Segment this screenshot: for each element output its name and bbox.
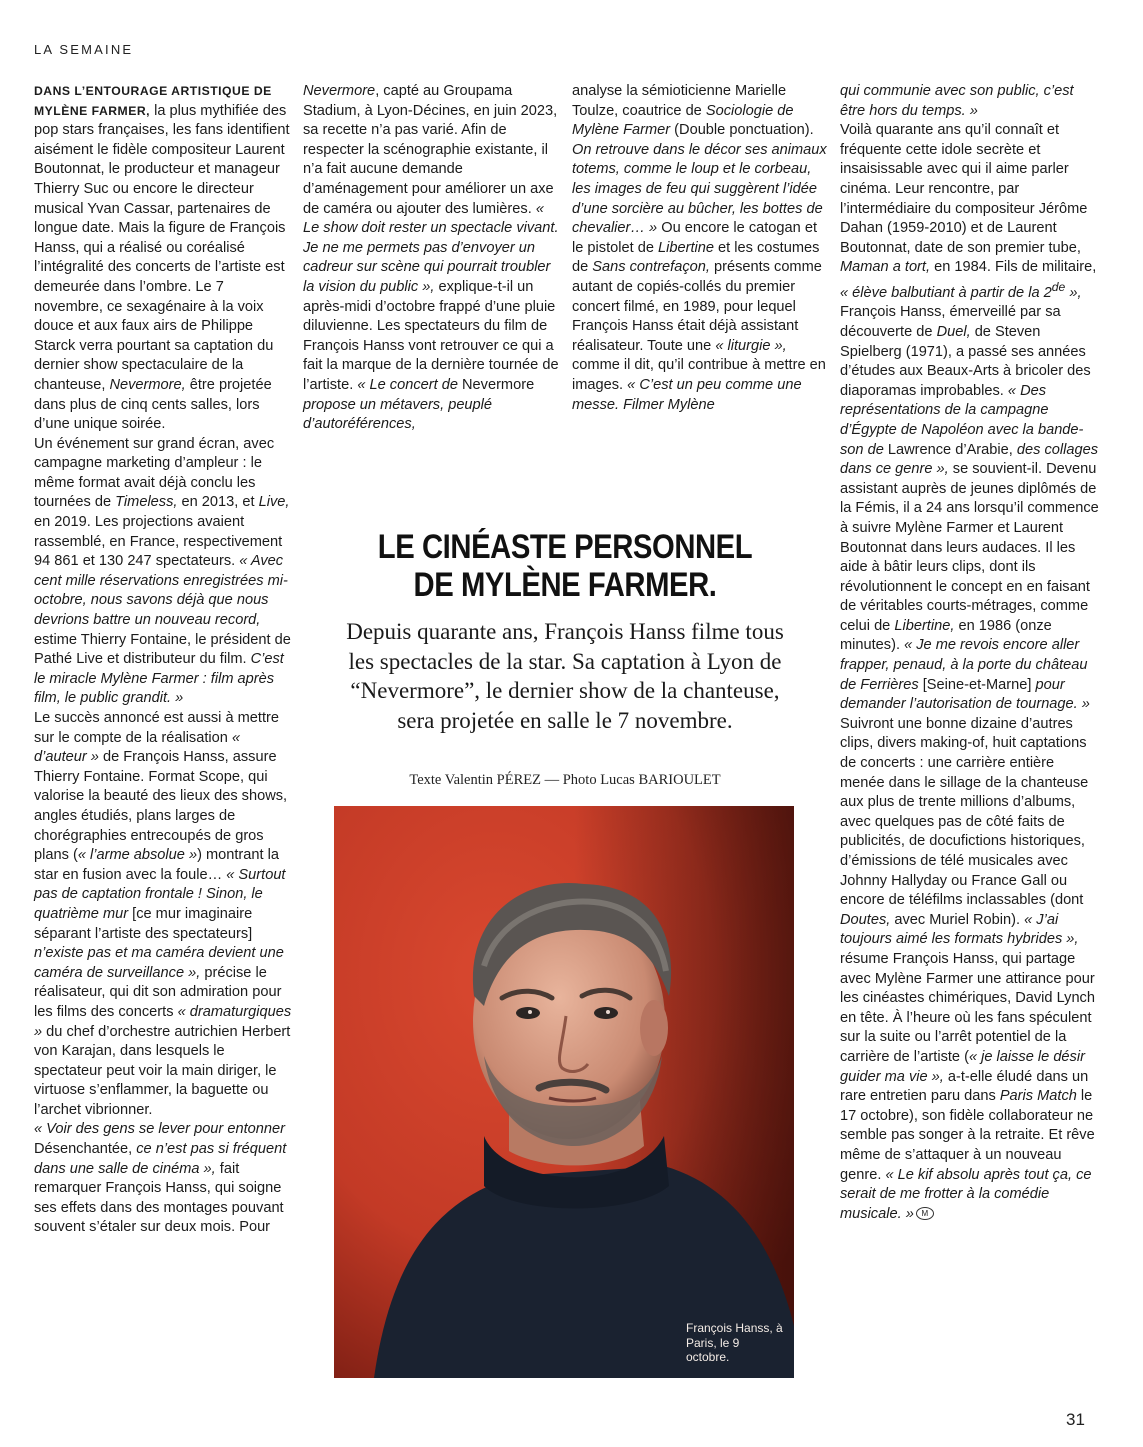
paragraph	[303, 82, 559, 435]
text-run: la plus mythifiée des pop stars françaises, les fans identifient aisément le fidèle compositeur Laurent Boutonnat, le producteur et manageur Thierry Suc ou encore le directeur musical Yvan Cassar, partenaires de longue date. Mais la figure de François Hanss, qui a réalisé ou coréalisé l’intégralité des concerts de l’artiste est demeurée dans l’ombre. Le 7 novembre, ce sexagénaire à la voix douce et aux faux airs de Philippe Starck verra pourtant sa captation du dernier show spectaculaire de la chanteuse,	[34, 102, 290, 393]
text-run: Sociologie de Mylène Farmer	[572, 102, 794, 139]
paragraph	[34, 435, 296, 709]
text-run: Sans contrefaçon,	[592, 259, 710, 276]
article-column-3	[572, 82, 828, 415]
text-run: Suivront une bonne dizaine d’autres clips, divers making-of, huit captations de concerts : une carrière entière menée dans le sillage de la chanteuse aux plus de trente millions d’albums, avec quelques pas de côté faits de publicités, de docufictions historiques, d’émissions de télé musicales avec Johnny Hallyday ou France Gall ou encore de téléfilms inclassables (dont	[840, 715, 1089, 909]
quote: « je laisse le désir guider ma vie »,	[840, 1048, 1085, 1085]
quote: propose un métavers, peuplé d’autoréférences,	[303, 396, 493, 433]
quote: pour demander l’autorisation de tournage. »	[840, 676, 1090, 713]
quote: « liturgie »,	[715, 337, 787, 354]
paragraph	[840, 82, 1102, 121]
text-run: Paris Match	[999, 1088, 1077, 1105]
paragraph-intro	[34, 82, 296, 435]
text-run: en 1986 (onze minutes).	[840, 617, 1052, 654]
quote: « l’arme absolue »	[77, 847, 198, 864]
quote: des collages dans ce genre »,	[840, 441, 1099, 478]
text-run: »,	[1065, 284, 1082, 301]
credits: Texte Valentin PÉREZ — Photo Lucas BARIOULET	[409, 772, 721, 788]
text-run: Nevermore,	[109, 376, 186, 393]
section-label: LA SEMAINE	[34, 42, 134, 57]
text-run: (Double ponctuation).	[670, 122, 814, 139]
quote: « C’est un peu comme une messe. Filmer Mylène	[572, 376, 802, 413]
text-run: Maman a tort,	[840, 259, 931, 276]
paragraph	[840, 121, 1102, 1224]
quote: « Voir des gens se lever pour entonner	[34, 1121, 285, 1138]
end-mark-icon: M	[916, 1207, 934, 1220]
text-run: et les costumes de	[572, 239, 820, 276]
text-run: explique-t-il un après-midi d’octobre frappé d’une pluie diluvienne. Les spectateurs du film de François Hanss vont retrouver ce qui a fait la marque de la dernière tournée de l’artiste.	[303, 278, 559, 393]
quote: « dramaturgiques »	[34, 1003, 292, 1040]
text-run: Nevermore	[303, 83, 376, 99]
text-run: Un événement sur grand écran, avec campagne marketing d’ampleur : le même format avait déjà conclu les tournées de	[34, 435, 275, 511]
text-run: en 1984. Fils de militaire,	[930, 259, 1097, 276]
text-run: [ce mur imaginaire séparant l’artiste des spectateurs]	[34, 905, 253, 942]
page-number: 31	[1066, 1410, 1085, 1429]
text-run: comme il dit, qu’il contribue à mettre en images.	[572, 357, 826, 393]
quote: On retrouve dans le décor ses animaux totems, comme le loup et le corbeau, les images de feu qui suggèrent l’idée d’une sorcière au bûcher, les bottes de chevalier… »	[572, 141, 827, 237]
text-run: Live,	[258, 494, 290, 511]
portrait-illustration	[334, 806, 794, 1378]
text-run: « élève balbutiant à partir de la 2	[840, 284, 1052, 301]
quote	[840, 279, 1082, 301]
paragraph	[34, 709, 296, 1120]
superscript: de	[1051, 279, 1066, 294]
quote: « Le show doit rester un spectacle vivant. Je ne me permets pas d’envoyer un cadreur sur scène qui pourrait troubler la vision du public »,	[303, 200, 559, 295]
quote: C’est le miracle Mylène Farmer : film après film, le public grandit. »	[34, 651, 284, 707]
quote: « Je me revois encore aller frapper, penaud, à la porte du château de Ferrières	[840, 637, 1088, 693]
text-run: François Hanss, émerveillé par sa découverte de	[840, 304, 1061, 340]
text-run: a-t-elle éludé dans un rare entretien paru dans	[840, 1068, 1089, 1105]
text-run: en 2013, et	[177, 494, 259, 511]
text-run: Libertine	[658, 239, 714, 256]
lead-in: DANS L’ENTOURAGE ARTISTIQUE DE MYLÈNE FARMER,	[34, 84, 272, 118]
text-run: se souvient-il. Devenu assistant auprès de jeunes diplômés de la Fémis, il a 24 ans lorsqu’il commence à suivre Mylène Farmer et Laurent Boutonnat dans leurs audaces. Il les aide à bâtir leurs clips, dont ils révolutionnent le concept en en faisant de véritables courts-métrages, comme celui de	[840, 461, 1099, 634]
text-run: Le succès annoncé est aussi à mettre sur le compte de la réalisation	[34, 710, 279, 746]
quote: « Avec cent mille réservations enregistrées mi-octobre, nous savons déjà que nous devrions battre un nouveau record,	[34, 553, 288, 629]
text-run: Duel,	[936, 323, 971, 340]
text-run: estime Thierry Fontaine, le président de Pathé Live et distributeur du film.	[34, 631, 291, 668]
photo-caption: François Hanss, à Paris, le 9 octobre.	[686, 1321, 783, 1364]
quote: ce n’est pas si fréquent dans une salle de cinéma »,	[34, 1141, 287, 1177]
text-run: , capté au Groupama Stadium, à Lyon-Décines, en juin 2023, sa recette n’a pas varié. Afin de respecter la scénographie existante, il n’a fait aucune demande d’aménagement pour améliorer un axe de caméra ou ajouter des lumières.	[303, 83, 558, 217]
text-run: précise le réalisateur, qui dit son admiration pour les films des concerts	[34, 964, 282, 1020]
text-run: [Seine-et-Marne]	[918, 676, 1036, 693]
quote: « Le kif absolu après tout ça, ce serait de me frotter à la comédie musicale. »	[840, 1166, 1092, 1222]
quote: « J’ai toujours aimé les formats hybrides »,	[840, 911, 1079, 948]
paragraph	[572, 82, 828, 415]
article-column-1	[34, 82, 296, 1238]
text-run: Lawrence d’Arabie,	[883, 441, 1017, 458]
article-column-2	[303, 82, 559, 435]
text-run: du chef d’orchestre autrichien Herbert von Karajan, dans lesquels le spectateur peut voir la main diriger, le virtuose s’enflammer, la baguette ou l’archet vibrionner.	[34, 1023, 291, 1118]
text-run: avec Muriel Robin).	[890, 911, 1025, 928]
text-run: présents comme autant de copiés-collés du premier concert filmé, en 1989, pour lequel François Hanss était déjà assistant réalisateur. Toute une	[572, 259, 822, 354]
text-run: Ou encore le catogan et le pistolet de	[572, 220, 817, 256]
text-run: fait remarquer François Hanss, qui soigne ses effets dans des montages pouvant souvent s’étaler sur deux mois. Pour	[34, 1160, 284, 1236]
quote: « Des représentations de la campagne d’Égypte de Napoléon avec la bande-son de	[840, 382, 1084, 458]
paragraph	[34, 1120, 296, 1238]
text-run: en 2019. Les projections avaient rassemblé, en France, respectivement 94 861 et 130 247 spectateurs.	[34, 514, 283, 570]
quote: qui communie avec son public, c’est être hors du temps. »	[840, 83, 1074, 119]
text-run: analyse la sémioticienne Marielle Toulze, coautrice de	[572, 83, 787, 119]
text-run: Désenchantée,	[34, 1141, 137, 1158]
text-run: Doutes,	[840, 911, 891, 928]
article-column-4	[840, 82, 1102, 1224]
quote: « d’auteur »	[34, 729, 241, 766]
text-run: Nevermore	[457, 376, 535, 393]
headline: LE CINÉASTE PERSONNEL DE MYLÈNE FARMER.	[377, 528, 753, 604]
text-run: résume François Hanss, qui partage avec Mylène Farmer une attirance pour les cinéastes chimériques, David Lynch en tête. À l’heure où les fans spéculent sur la suite ou l’arrêt potentiel de la carrière de l’artiste (	[840, 950, 1095, 1065]
text-run: de François Hanss, assure Thierry Fontaine. Format Scope, qui valorise la beauté des lieux des shows, angles étudiés, plans larges de chorégraphies entrecoupés de gros plans (	[34, 749, 288, 864]
quote: n’existe pas et ma caméra devient une caméra de surveillance »,	[34, 945, 284, 981]
text-run: Libertine,	[894, 617, 955, 634]
quote: « Le concert de	[357, 376, 458, 393]
text-run: ) montrant la star en fusion avec la foule…	[34, 847, 279, 883]
text-run: Timeless,	[115, 494, 178, 511]
text-run: le 17 octobre), son fidèle collaborateur ne semble pas songer à la retraite. Et rêve même de s’attaquer à un nouveau genre.	[840, 1088, 1095, 1183]
text-run: Voilà quarante ans qu’il connaît et fréquente cette idole secrète et insaisissable avec qui il aime parler cinéma. Leur rencontre, par l’intermédiaire du compositeur Jérôme Dahan (1959-2010) et de Laurent Boutonnat, date de son premier tube,	[840, 122, 1088, 256]
text-run: être projetée dans plus de cinq cents salles, lors d’une unique soirée.	[34, 376, 272, 433]
text-run: de Steven Spielberg (1971), a passé ses années d’études aux Beaux-Arts à bricoler des diaporamas improbables.	[840, 323, 1091, 399]
quote: « Surtout pas de captation frontale ! Sinon, le quatrième mur	[34, 866, 286, 922]
standfirst: Depuis quarante ans, François Hanss filme tous les spectacles de la star. Sa captation à Lyon de “Nevermore”, le dernier show de la chanteuse, sera projetée en salle le 7 novembre.	[346, 619, 784, 733]
portrait-photo	[334, 806, 794, 1378]
